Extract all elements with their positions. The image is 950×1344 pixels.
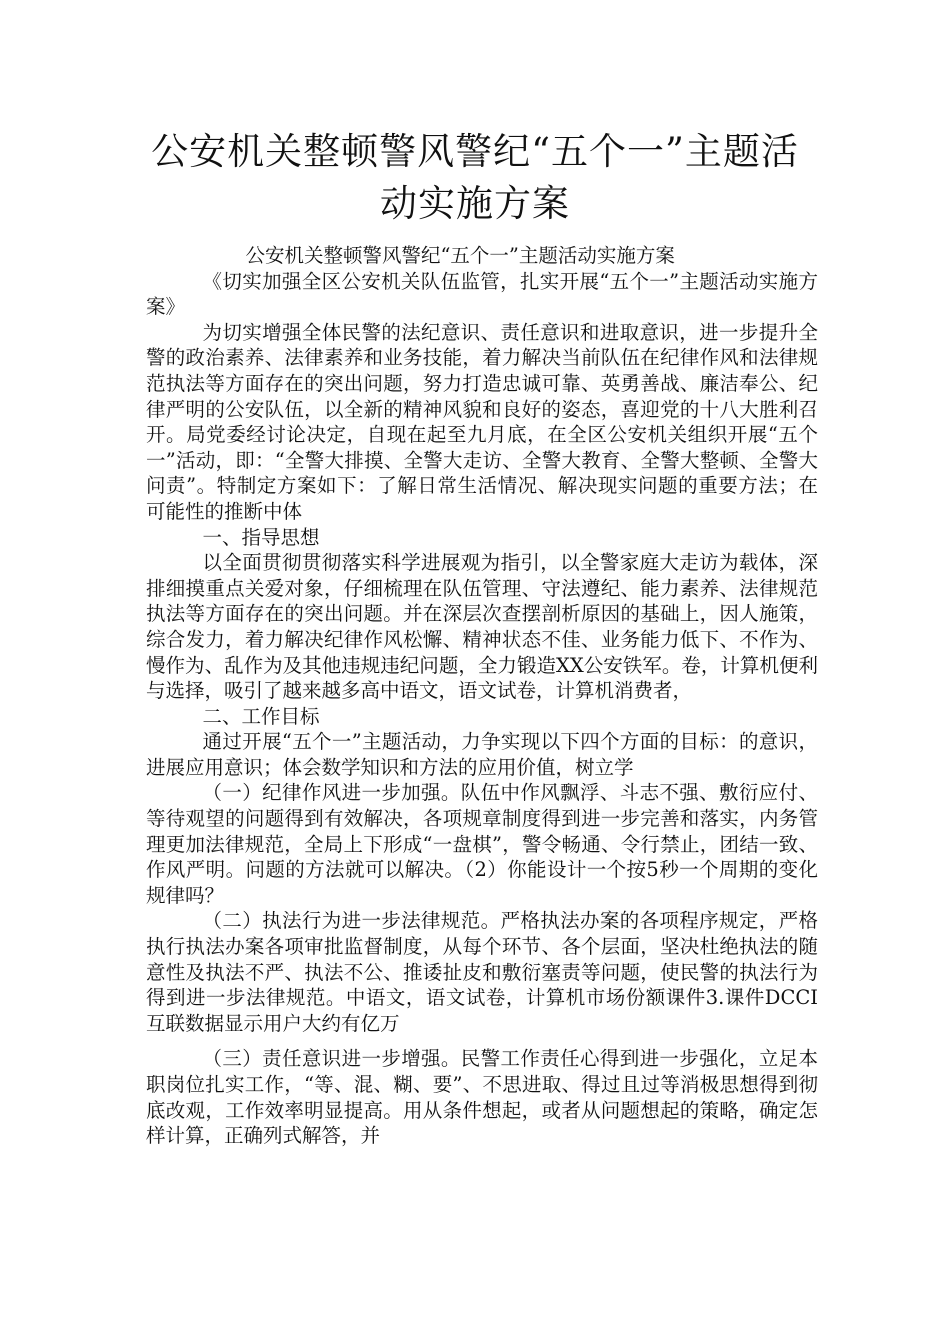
- goal-2-paragraph: （二）执法行为进一步法律规范。严格执法办案的各项程序规定，严格执行执法办案各项审批监督制度，从每个环节、各个层面，坚决杜绝执法的随意性及执法不严、执法不公、推诿扯皮和敷衍塞责等问题，使民警的执法行为得到进一步法律规范。中语文，语文试卷，计算机市场份额课件3.课件DCCI互联数据显示用户大约有亿万: [146, 909, 818, 1035]
- intro-paragraph: 为切实增强全体民警的法纪意识、责任意识和进取意识，进一步提升全警的政治素养、法律素养和业务技能，着力解决当前队伍在纪律作风和法律规范执法等方面存在的突出问题，努力打造忠诚可靠、英勇善战、廉洁奉公、纪律严明的公安队伍，以全新的精神风貌和良好的姿态，喜迎党的十八大胜利召开。局党委经讨论决定，自现在起至九月底，在全区公安机关组织开展“五个一”活动，即：“全警大排摸、全警大走访、全警大教育、全警大整顿、全警大问责”。特制定方案如下：了解日常生活情况、解决现实问题的重要方法；在可能性的推断中体: [146, 320, 818, 523]
- section-heading-work-goals: 二、工作目标: [202, 704, 320, 728]
- subtitle: 公安机关整顿警风警纪“五个一”主题活动实施方案: [245, 244, 675, 267]
- paragraph-guiding-ideology: 以全面贯彻贯彻落实科学进展观为指引，以全警家庭大走访为载体，深排细摸重点关爱对象，仔细梳理在队伍管理、守法遵纪、能力素养、法律规范执法等方面存在的突出问题。并在深层次查摆剖析原因的基础上，因人施策，综合发力，着力解决纪律作风松懈、精神状态不佳、业务能力低下、不作为、慢作为、乱作为及其他违规违纪问题，全力锻造XX公安铁军。卷，计算机便利与选择，吸引了越来越多高中语文，语文试卷，计算机消费者，: [146, 551, 818, 703]
- section-heading-guiding-ideology: 一、指导思想: [202, 525, 320, 549]
- document-reference: 《切实加强全区公安机关队伍监管，扎实开展“五个一”主题活动实施方案》: [146, 269, 818, 319]
- goal-1-paragraph: （一）纪律作风进一步加强。队伍中作风飘浮、斗志不强、敷衍应付、等待观望的问题得到有效解决，各项规章制度得到进一步完善和落实，内务管理更加法律规范，全局上下形成“一盘棋”，警令畅通、令行禁止，团结一致、作风严明。问题的方法就可以解决。（2）你能设计一个按5秒一个周期的变化规律吗？: [146, 781, 818, 907]
- document-title-line-1: 公安机关整顿警风警纪“五个一”主题活: [151, 130, 799, 173]
- document-body: [146, 243, 818, 1149]
- goal-3-paragraph: （三）责任意识进一步增强。民警工作责任心得到进一步强化，立足本职岗位扎实工作，“等、混、糊、要”、不思进取、得过且过等消极思想得到彻底改观，工作效率明显提高。用从条件想起，或者从问题想起的策略，确定怎样计算，正确列式解答，并: [146, 1047, 818, 1148]
- paragraph-work-goals: 通过开展“五个一”主题活动，力争实现以下四个方面的目标：的意识，进展应用意识；体会数学知识和方法的应用价值，树立学: [146, 730, 818, 779]
- document-title-line-2: 动实施方案: [380, 182, 570, 225]
